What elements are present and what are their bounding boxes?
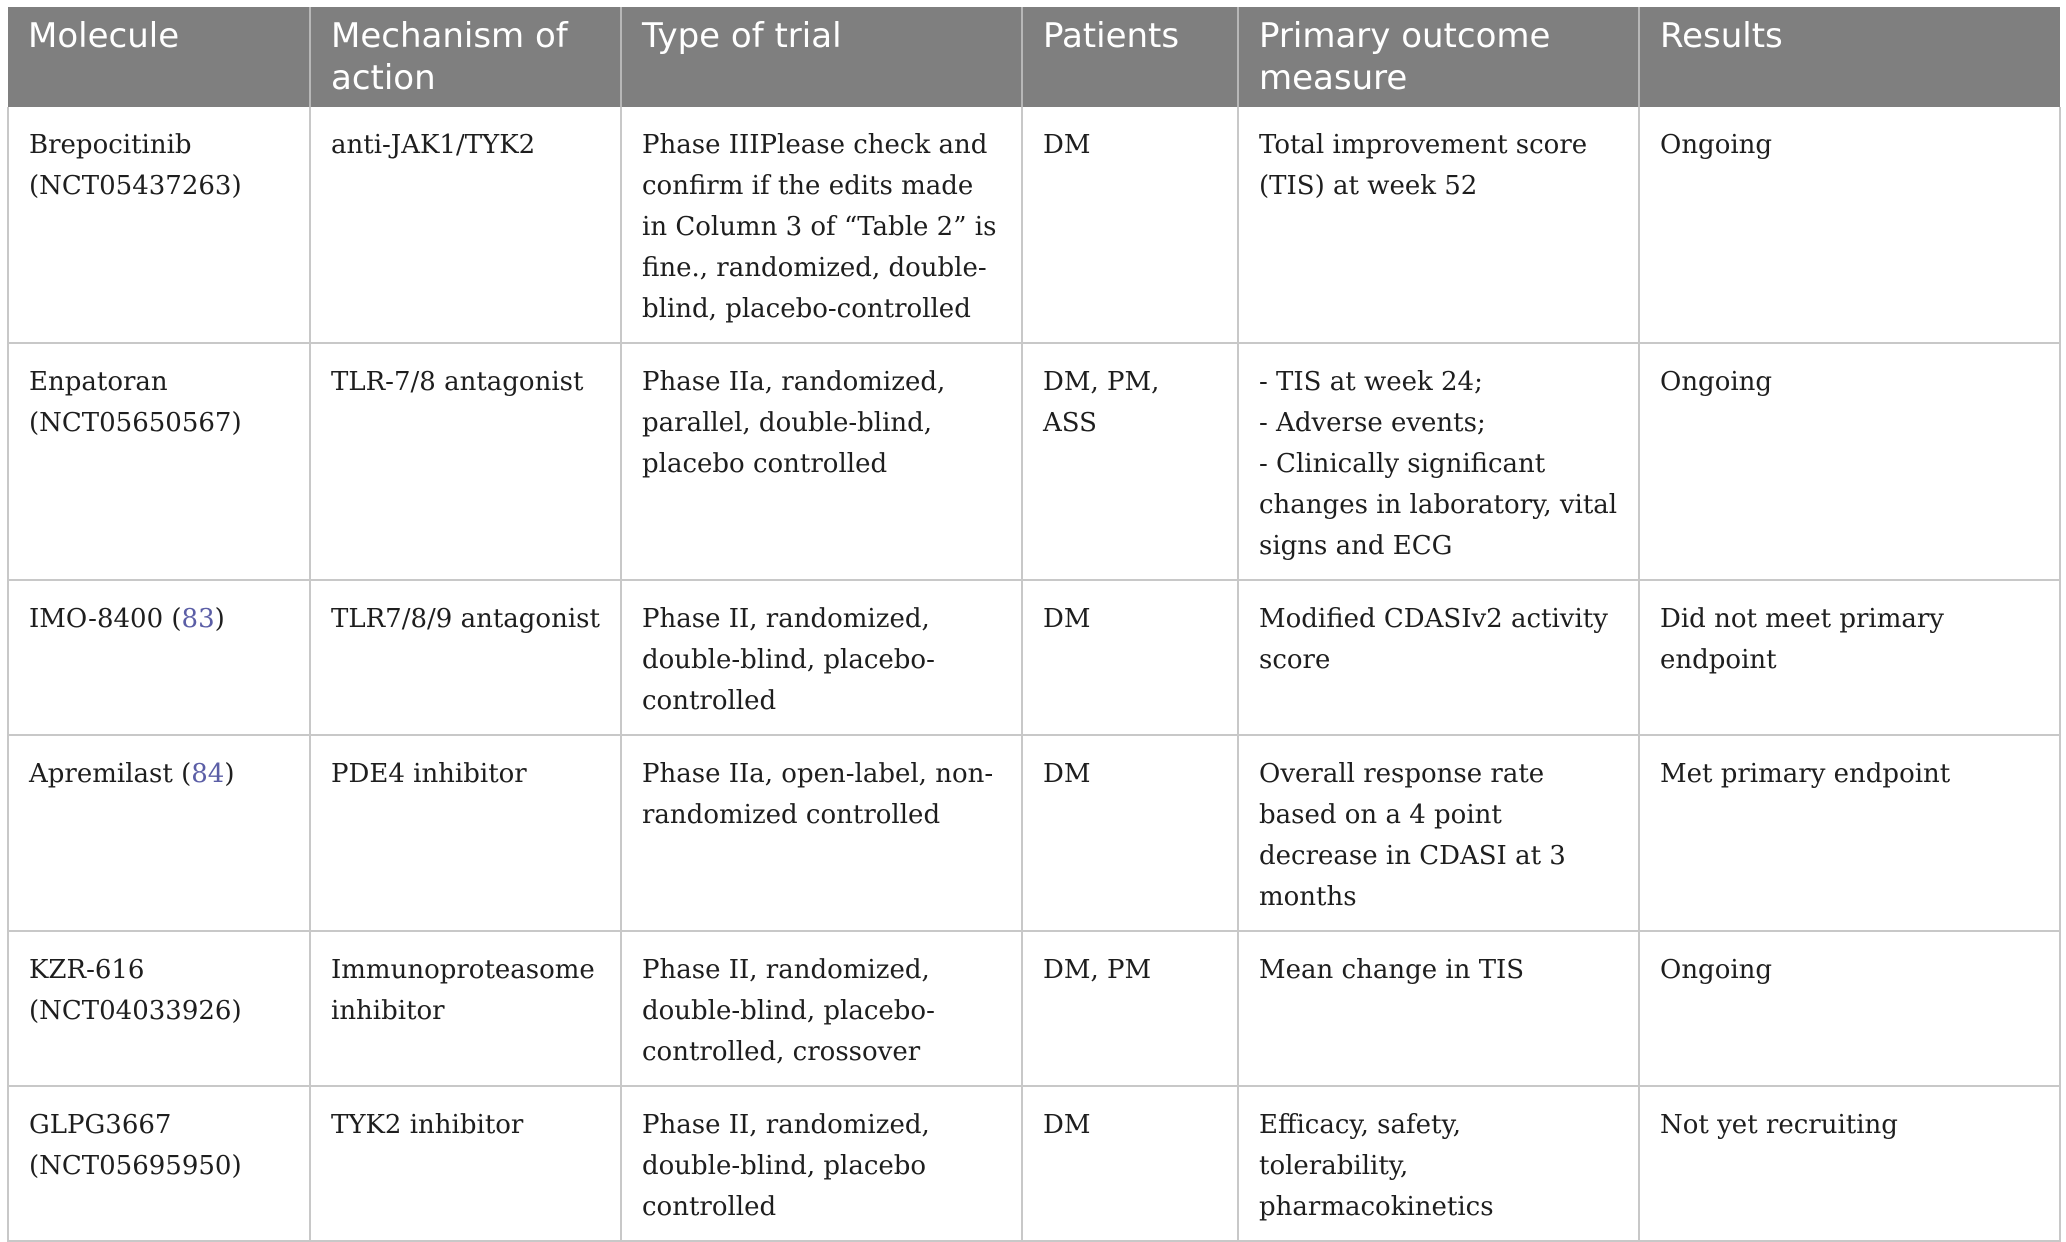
cell-mechanism: TLR-7/8 antagonist: [310, 343, 621, 580]
outcome-line: Mean change in TIS: [1259, 955, 1525, 985]
cell-primary-outcome: [1238, 343, 1639, 580]
cell-results: Met primary endpoint: [1639, 735, 2060, 931]
outcome-line: Modified CDASIv2 activity score: [1259, 604, 1608, 675]
header-primary-outcome: Primary outcome measure: [1238, 7, 1639, 107]
table-row: [8, 1086, 2060, 1241]
cell-trial-type: Phase IIa, randomized, parallel, double-blind, placebo controlled: [621, 343, 1022, 580]
cell-patients: DM: [1022, 580, 1238, 735]
trials-table-container: [7, 7, 2059, 1242]
cell-results: Did not meet primary endpoint: [1639, 580, 2060, 735]
cell-patients: DM, PM, ASS: [1022, 343, 1238, 580]
cell-patients: DM: [1022, 735, 1238, 931]
cell-molecule: [8, 580, 310, 735]
molecule-name: Brepocitinib (NCT05437263): [29, 130, 242, 201]
cell-primary-outcome: [1238, 931, 1639, 1086]
cell-molecule: [8, 1086, 310, 1241]
table-row: [8, 580, 2060, 735]
outcome-line: - Clinically significant changes in laboratory, vital signs and ECG: [1259, 449, 1618, 561]
cell-patients: DM: [1022, 107, 1238, 343]
cell-molecule: [8, 931, 310, 1086]
outcome-line: Efficacy, safety, tolerability, pharmacokinetics: [1259, 1110, 1494, 1222]
cell-trial-type: Phase II, randomized, double-blind, placebo-controlled, crossover: [621, 931, 1022, 1086]
cell-trial-type: Phase II, randomized, double-blind, placebo controlled: [621, 1086, 1022, 1241]
cell-patients: DM, PM: [1022, 931, 1238, 1086]
header-mechanism: Mechanism of action: [310, 7, 621, 107]
molecule-name: GLPG3667 (NCT05695950): [29, 1110, 242, 1181]
cell-primary-outcome: [1238, 1086, 1639, 1241]
header-trial-type: Type of trial: [621, 7, 1022, 107]
cell-mechanism: TYK2 inhibitor: [310, 1086, 621, 1241]
table-header: [8, 7, 2060, 107]
molecule-name: Enpatoran (NCT05650567): [29, 367, 242, 438]
clinical-trials-table: [7, 7, 2061, 1242]
molecule-name: KZR-616 (NCT04033926): [29, 955, 242, 1026]
molecule-name-tail: ): [214, 604, 225, 634]
header-row: [8, 7, 2060, 107]
cell-results: Ongoing: [1639, 931, 2060, 1086]
cell-molecule: [8, 343, 310, 580]
cell-mechanism: TLR7/8/9 antagonist: [310, 580, 621, 735]
header-molecule: Molecule: [8, 7, 310, 107]
table-body: [8, 107, 2060, 1241]
molecule-name: Apremilast (: [29, 759, 192, 789]
cell-primary-outcome: [1238, 107, 1639, 343]
cell-primary-outcome: [1238, 735, 1639, 931]
reference-link[interactable]: 83: [181, 604, 215, 634]
cell-trial-type: Phase IIIPlease check and confirm if the edits made in Column 3 of “Table 2” is fine., randomized, double-blind, placebo-controlled: [621, 107, 1022, 343]
cell-molecule: [8, 735, 310, 931]
cell-mechanism: anti-JAK1/TYK2: [310, 107, 621, 343]
reference-link[interactable]: 84: [191, 759, 225, 789]
cell-results: Not yet recruiting: [1639, 1086, 2060, 1241]
header-results: Results: [1639, 7, 2060, 107]
header-patients: Patients: [1022, 7, 1238, 107]
cell-results: Ongoing: [1639, 343, 2060, 580]
molecule-name: IMO-8400 (: [29, 604, 182, 634]
cell-mechanism: PDE4 inhibitor: [310, 735, 621, 931]
cell-patients: DM: [1022, 1086, 1238, 1241]
table-row: [8, 931, 2060, 1086]
cell-trial-type: Phase IIa, open-label, non-randomized controlled: [621, 735, 1022, 931]
cell-primary-outcome: [1238, 580, 1639, 735]
outcome-line: Total improvement score (TIS) at week 52: [1259, 130, 1588, 201]
table-row: [8, 343, 2060, 580]
molecule-name-tail: ): [224, 759, 235, 789]
outcome-line: Overall response rate based on a 4 point decrease in CDASI at 3 months: [1259, 759, 1566, 912]
cell-molecule: [8, 107, 310, 343]
outcome-line: - TIS at week 24;: [1259, 367, 1483, 397]
table-row: [8, 735, 2060, 931]
cell-results: Ongoing: [1639, 107, 2060, 343]
table-row: [8, 107, 2060, 343]
outcome-line: - Adverse events;: [1259, 408, 1486, 438]
cell-mechanism: Immunoproteasome inhibitor: [310, 931, 621, 1086]
cell-trial-type: Phase II, randomized, double-blind, placebo-controlled: [621, 580, 1022, 735]
